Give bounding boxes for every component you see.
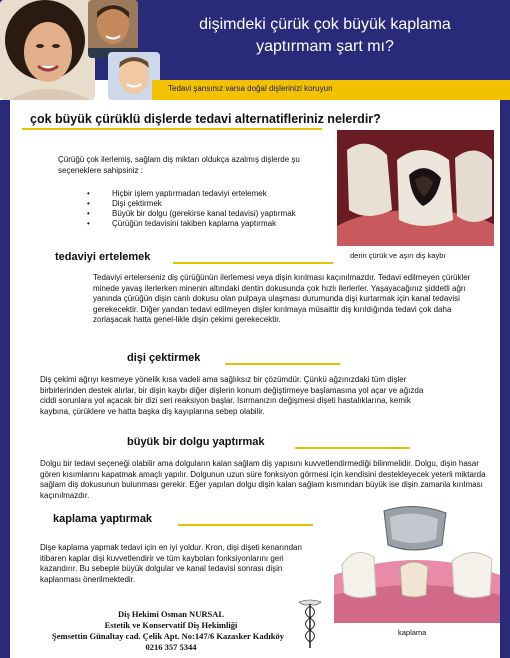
footer-contact [40, 609, 302, 653]
crown-illustration [334, 505, 500, 623]
section-heading-extraction: dişi çektirmek [127, 352, 201, 364]
decayed-tooth-image [337, 130, 494, 246]
section-heading-crown: kaplama yaptırmak [53, 513, 153, 525]
section-underline [225, 363, 340, 365]
list-item: • Hiçbir işlem yaptırmadan tedaviyi ertelemek [87, 189, 337, 199]
list-item: • Büyük bir dolgu (gerekirse kanal tedavisi) yaptırmak [87, 209, 337, 219]
section-heading-postpone: tedaviyi ertelemek [55, 251, 151, 263]
left-border-strip [0, 100, 10, 658]
phone: 0216 357 5344 [145, 642, 197, 652]
list-item: • Çürüğün tedavisini takiben kaplama yaptırmak [87, 219, 337, 229]
section-text-crown: Dişe kaplama yapmak tedavi için en iyi yoldur. Kron, dişi dişeti kenarından itibaren kaplar dişi kuvvetlendirir ve tüm kaybolan fonksiyonlarını geri kazandırır. Bu sebeple büyük dolgular ve kanal tedavisi sonrası dişin kaplanması önerilmektedir. [40, 543, 302, 584]
image-caption-bottom: kaplama [398, 628, 427, 637]
main-heading: çok büyük çürüklü dişlerde tedavi alternatifleriniz nelerdir? [30, 112, 381, 126]
woman-photo [0, 0, 95, 100]
man-photo [88, 0, 138, 58]
section-underline [178, 524, 313, 526]
tagline: Tedavi şansınız varsa doğal dişlerinizi koruyun [168, 84, 333, 93]
heading-underline [22, 128, 322, 130]
right-border-strip [500, 100, 510, 658]
section-text-postpone: Tedaviyi ertelerseniz diş çürüğünün ilerlemesi veya dişin kırılması kaçınılmazdır. Tedavi edilmeyen çürükler minede yavaş ilerlerken minenin altındaki dentin dokusunda çok hızlı ilerlerler. Yaşayacağınız şiddetli ağrı yanında çürüğün dişin canlı dokusu olan pulpaya ulaşması durumunda dişi kurtarmak için kanal tedavisi gerekecektir. Diğer yandan tedavi edilmeyen dişler kırılmaya müsaittir diş kırıldığında tedavi çok daha zorlaşacak hatta genel-likle dişin çekimi gerekecektir. [93, 273, 471, 324]
dental-logo-icon [297, 598, 323, 650]
image-caption-top: derin çürük ve aşırı diş kaybı [350, 251, 446, 260]
section-underline [295, 447, 410, 449]
section-text-filling: Dolgu bir tedavi seçeneği olabilir ama dolguların kalan sağlam diş yapısını kuvvetlendirmediği bilinmelidir. Dolgu, dişin hasar gören kısımlarını kapatmak amaçlı yapılır. Dolgunun uzun süre fonksiyon görmesi için kendisini destekleyecek yeterli miktarda sağlam diş dokusunun bulunması gerekir. Eğer yapılan dolgu dişin kalan sağlam kısmından büyük ise dişin zamanla kırılması kaçınılmazdır. [40, 459, 486, 500]
section-text-extraction: Diş çekimi ağrıyı kesmeye yönelik kısa vadeli ama sağlıksız bir çözümdür. Çünkü ağzınızdaki tüm dişler birbirlerinden destek alırlar, bir dişin kaybı diğer dişlerin konum değiştirmeye başlamasına yol açar ve ağızda ciddi sorunlara yol açacak bir dizi seri reaksiyon başlar. Isırmanızın değişmesi dişeti hastalıklarına, kemik kaybına, çürüklere ve hatta başka diş kayıplarına sebep olabilir. [40, 375, 424, 416]
section-heading-filling: büyük bir dolgu yaptırmak [127, 436, 265, 448]
options-list [87, 189, 337, 229]
address: Şemsettin Günaltay cad. Çelik Apt. No:147/6 Kazasker Kadıköy [52, 631, 284, 641]
list-item: • Dişi çektirmek [87, 199, 337, 209]
specialty: Estetik ve Konservatif Diş Hekimliği [104, 620, 238, 630]
intro-text: Çürüğü çok ilerlemiş, sağlam diş miktarı oldukça azalmış dişlerde şu seçeneklere sahipsiniz : [58, 155, 300, 175]
section-underline [173, 262, 333, 264]
page-title: dişimdeki çürük çok büyük kaplama yaptırmam şart mı? [199, 16, 451, 55]
dentist-name: Diş Hekimi Osman NURSAL [117, 609, 225, 619]
